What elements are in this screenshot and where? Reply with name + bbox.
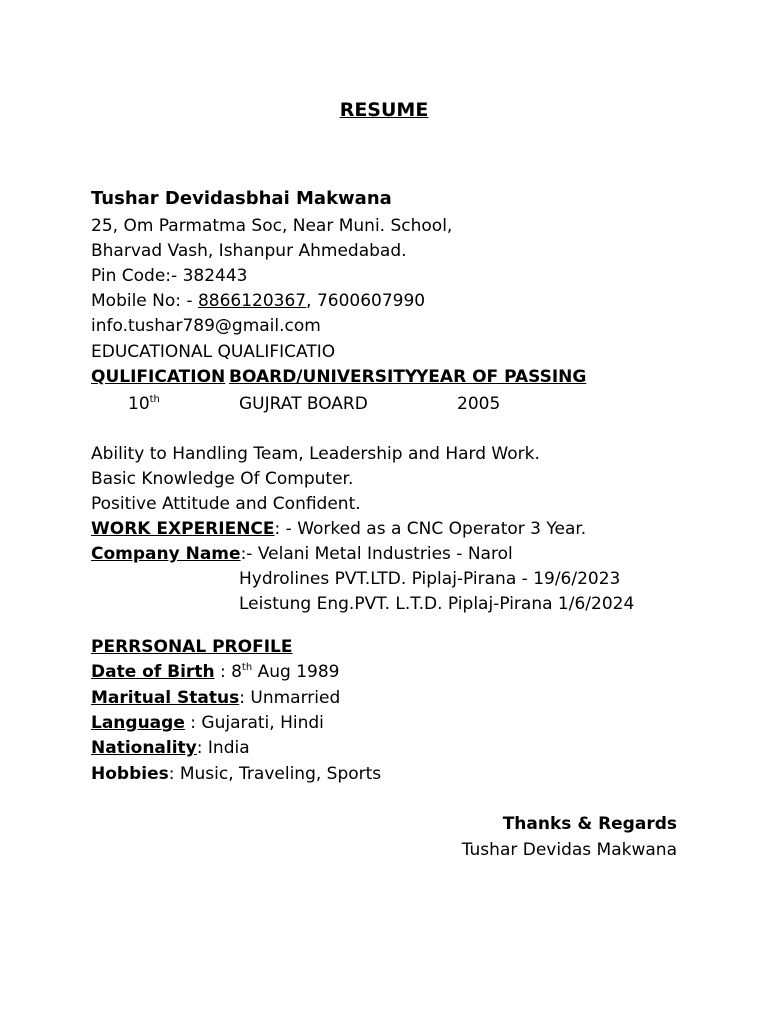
- candidate-name: Tushar Devidasbhai Makwana: [91, 188, 392, 209]
- skill-item: Basic Knowledge Of Computer.: [91, 469, 354, 489]
- work-experience-text: : - Worked as a CNC Operator 3 Year.: [274, 519, 587, 539]
- marital-value: : Unmarried: [239, 688, 341, 708]
- language-label: Language: [91, 713, 185, 733]
- skill-item: Positive Attitude and Confident.: [91, 494, 361, 514]
- nationality-label: Nationality: [91, 738, 197, 758]
- company-name-label: Company Name: [91, 544, 241, 564]
- marital-label: Maritual Status: [91, 688, 240, 708]
- email: info.tushar789@gmail.com: [91, 316, 321, 336]
- nationality: [91, 738, 250, 758]
- personal-profile-heading: PERRSONAL PROFILE: [91, 637, 293, 657]
- mobile-line: [91, 291, 425, 311]
- address-line-1: 25, Om Parmatma Soc, Near Muni. School,: [91, 216, 453, 236]
- col-board-header: BOARD/UNIVERSITY: [229, 367, 418, 387]
- dob-value: : 8: [214, 662, 242, 682]
- mobile-number-2: , 7600607990: [306, 291, 426, 311]
- hobbies: [91, 764, 381, 784]
- dob-sup: th: [241, 662, 253, 673]
- language: [91, 713, 324, 733]
- hobbies-value: : Music, Traveling, Sports: [168, 764, 382, 784]
- signature-name: Tushar Devidas Makwana: [461, 840, 677, 860]
- work-experience: [91, 519, 586, 539]
- education-heading: EDUCATIONAL QUALIFICATIO: [91, 342, 336, 362]
- language-value: : Gujarati, Hindi: [184, 713, 324, 733]
- date-of-birth: [91, 662, 339, 682]
- company-2: Hydrolines PVT.LTD. Piplaj-Pirana - 19/6/2023: [239, 569, 621, 589]
- company-1: :- Velani Metal Industries - Narol: [240, 544, 513, 564]
- pin-code: Pin Code:- 382443: [91, 266, 248, 286]
- dob-month-year: Aug 1989: [252, 662, 340, 682]
- company-3: Leistung Eng.PVT. L.T.D. Piplaj-Pirana 1/6/2024: [239, 594, 635, 614]
- col-qualification-header: QULIFICATION: [91, 367, 226, 387]
- qualification-value: 10: [128, 394, 150, 414]
- address-line-2: Bharvad Vash, Ishanpur Ahmedabad.: [91, 241, 407, 261]
- work-experience-label: WORK EXPERIENCE: [91, 519, 275, 539]
- mobile-number-link[interactable]: 8866120367: [197, 291, 307, 311]
- resume-title: RESUME: [339, 99, 429, 121]
- closing-thanks: Thanks & Regards: [502, 814, 677, 834]
- marital-status: [91, 688, 340, 708]
- skill-item: Ability to Handling Team, Leadership and Hard Work.: [91, 444, 540, 464]
- col-year-header: YEAR OF PASSING: [416, 367, 587, 387]
- qualification-sup: th: [149, 394, 160, 405]
- hobbies-label: Hobbies: [91, 764, 169, 784]
- dob-label: Date of Birth: [91, 662, 215, 682]
- year-cell: 2005: [457, 394, 501, 414]
- mobile-label: Mobile No: -: [91, 291, 198, 311]
- nationality-value: : India: [196, 738, 250, 758]
- company-line: [91, 544, 513, 564]
- qualification-cell: [128, 394, 160, 414]
- board-cell: GUJRAT BOARD: [239, 394, 368, 414]
